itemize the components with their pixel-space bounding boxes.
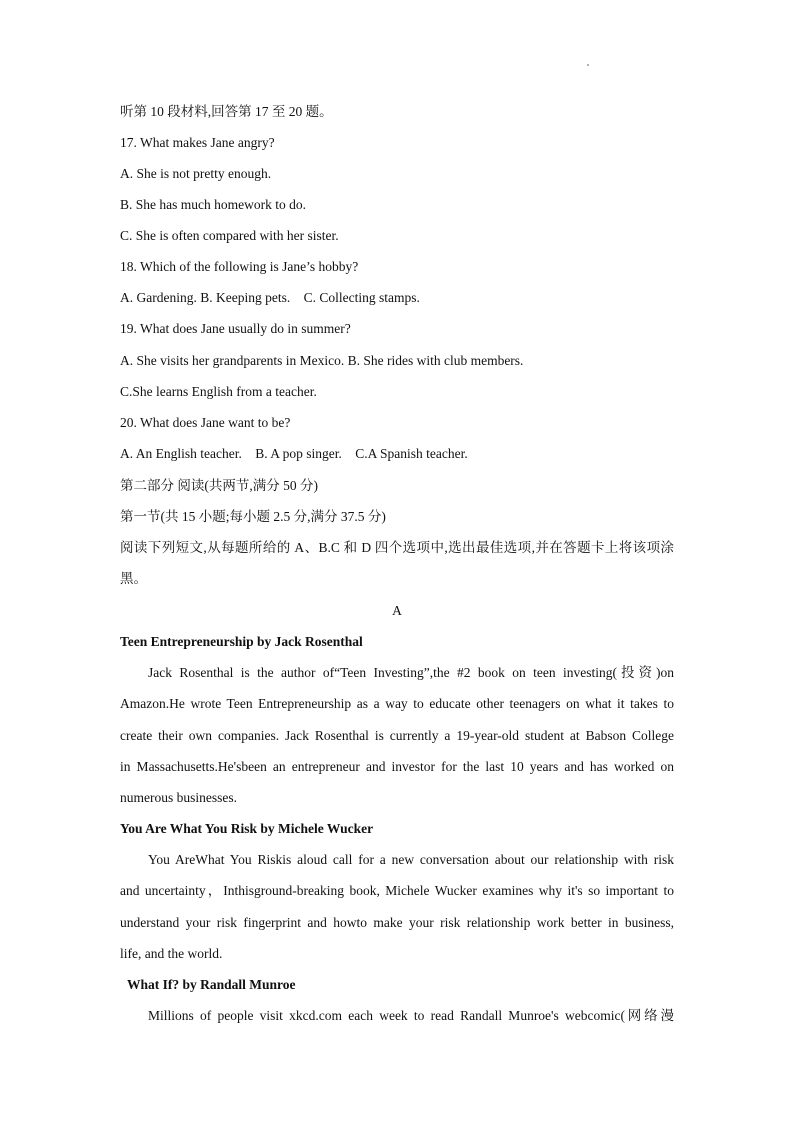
question-19-option-c: C.She learns English from a teacher. [120,384,317,399]
reading-instructions-line-1: 阅读下列短文,从每题所给的 A、B.C 和 D 四个选项中,选出最佳选项,并在答题卡上将该项涂 [120,540,674,555]
book-2-paragraph-line: and uncertainty，Inthisground-breaking book, Michele Wucker examines why it's so important to [120,883,674,898]
question-18-option-a: A. Gardening. [120,290,197,305]
question-20-options [120,445,468,463]
question-20-stem: 20. What does Jane want to be? [120,415,291,430]
question-20-option-c: C.A Spanish teacher. [355,446,468,461]
passage-label: A [392,603,402,618]
question-18-options [120,289,420,307]
question-17-option-a: A. She is not pretty enough. [120,166,272,181]
question-17-stem: 17. What makes Jane angry? [120,135,275,150]
question-20-option-b: B. A pop singer. [255,446,342,461]
book-2-paragraph-line: You AreWhat You Riskis aloud call for a new conversation about our relationship with risk [148,852,674,867]
question-19-stem: 19. What does Jane usually do in summer? [120,321,351,336]
book-title-what-if: What If? by Randall Munroe [127,977,296,992]
scan-dot [587,64,589,66]
section-intro: 听第 10 段材料,回答第 17 至 20 题。 [120,104,333,119]
question-18-stem: 18. Which of the following is Jane’s hobby? [120,259,359,274]
book-1-paragraph-line: Amazon.He wrote Teen Entrepreneurship as a way to educate other teenagers on what it takes to [120,696,674,711]
question-17-option-b: B. She has much homework to do. [120,197,306,212]
book-2-paragraph-line: life, and the world. [120,946,223,961]
question-18-option-b: B. Keeping pets. [200,290,291,305]
book-1-paragraph-line: create their own companies. Jack Rosenthal is currently a 19-year-old student at Babson College [120,728,674,743]
book-1-paragraph-line: in Massachusetts.He'sbeen an entrepreneur and investor for the last 10 years and has worked on [120,759,674,774]
reading-instructions-line-2: 黑。 [120,571,147,586]
question-17-option-c: C. She is often compared with her sister. [120,228,339,243]
book-title-you-are-what-you-risk: You Are What You Risk by Michele Wucker [120,821,374,836]
question-20-option-a: A. An English teacher. [120,446,242,461]
part-two-heading: 第二部分 阅读(共两节,满分 50 分) [120,478,318,493]
book-3-paragraph-line: Millions of people visit xkcd.com each week to read Randall Munroe's webcomic(网络漫 [148,1008,674,1023]
book-title-teen-entrepreneurship: Teen Entrepreneurship by Jack Rosenthal [120,634,363,649]
question-18-option-c: C. Collecting stamps. [303,290,420,305]
question-19-options-ab: A. She visits her grandparents in Mexico. B. She rides with club members. [120,353,524,368]
book-1-paragraph-line: Jack Rosenthal is the author of“Teen Investing”,the #2 book on teen investing(投资)on [148,665,674,680]
section-one-heading: 第一节(共 15 小题;每小题 2.5 分,满分 37.5 分) [120,509,386,524]
book-2-paragraph-line: understand your risk fingerprint and howto make your risk relationship work better in business, [120,915,674,930]
book-1-paragraph-line: numerous businesses. [120,790,237,805]
